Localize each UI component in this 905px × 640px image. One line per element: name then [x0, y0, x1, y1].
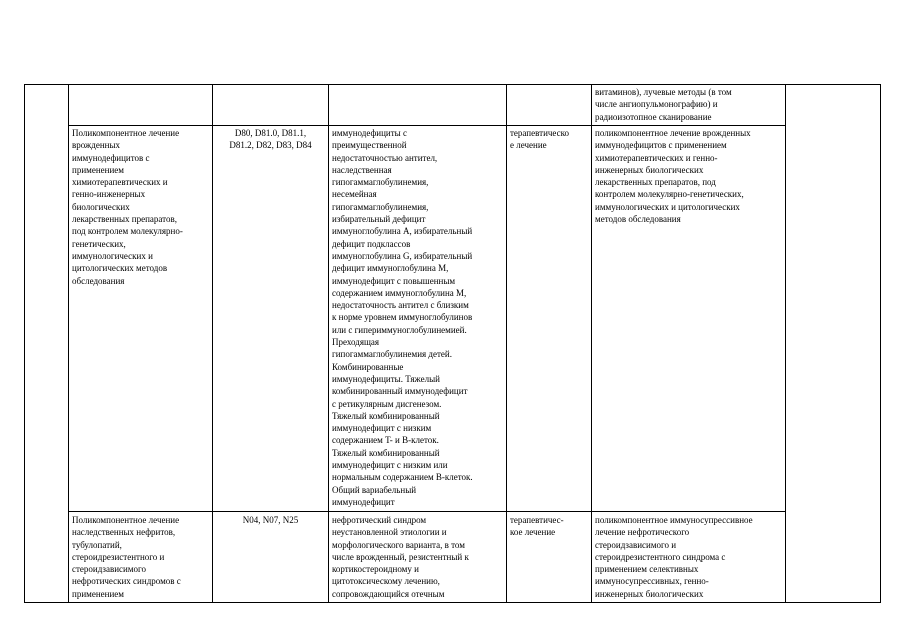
text-line: числе ангиопульмонографию) и	[595, 99, 718, 110]
text-line: иммунодефицит с низким или	[332, 460, 448, 471]
text-line: D81.2, D82, D83, D84	[229, 140, 312, 151]
text-line: Поликомпонентное лечение	[72, 515, 180, 525]
text-line: стероидрезистентного синдрома с	[595, 551, 726, 562]
text-line: числе врожденный, резистентный к	[332, 551, 469, 562]
text-line: иммуноглобулина G, избирательный	[332, 250, 473, 261]
text-line: генно-инженерных	[72, 189, 146, 200]
text-line: врожденных	[72, 140, 120, 151]
text-line: стероидрезистентного и	[72, 551, 165, 562]
text-line: или с гипериммуноглобулинемией.	[332, 324, 467, 335]
row2-procedure-name-cell	[72, 514, 181, 600]
column-border	[785, 84, 786, 603]
text-line: терапевтичес-	[510, 515, 564, 525]
row-divider	[68, 511, 785, 512]
text-line: иммунодефицит с повышенным	[332, 275, 456, 286]
text-line: иммуносупрессивных, генно-	[595, 576, 709, 587]
text-line: недостаточность антител с близким	[332, 300, 469, 311]
text-line: наследственная	[332, 164, 392, 175]
text-line: дефицит подклассов	[332, 238, 411, 249]
text-line: е лечение	[510, 140, 547, 151]
text-line: содержанием иммуноглобулина M,	[332, 287, 467, 298]
text-line: гипогаммаглобулинемия детей.	[332, 349, 452, 360]
text-line: N04, N07, N25	[242, 515, 299, 525]
text-line: тубулопатий,	[72, 539, 122, 550]
text-line: иммуноглобулина A, избирательный	[332, 226, 473, 237]
text-line: кортикостероидному и	[332, 564, 419, 575]
column-border	[24, 84, 25, 603]
text-line: к норме уровнем иммуноглобулинов	[332, 312, 473, 323]
text-line: методов обследования	[595, 214, 681, 225]
row1-treatment-type-cell	[510, 127, 569, 152]
text-line: химиотерапевтических и	[72, 177, 168, 188]
text-line: обследования	[72, 275, 125, 286]
text-line: поликомпонентное лечение врожденных	[595, 128, 751, 138]
text-line: цитотоксическому лечению,	[332, 576, 440, 587]
text-line: неустановленной этиологии и	[332, 527, 447, 538]
text-line: поликомпонентное иммуносупрессивное	[595, 515, 753, 525]
text-line: терапевтическо	[510, 128, 570, 138]
text-line: сопровождающийся отечным	[332, 588, 445, 599]
text-line: стероидзависимого	[72, 564, 147, 575]
text-line: несемейная	[332, 189, 377, 200]
text-line: Общий вариабельный	[332, 484, 417, 495]
text-line: D80, D81.0, D81.1,	[234, 128, 307, 138]
text-line: кое лечение	[510, 527, 556, 538]
text-line: комбинированный иммунодефицит	[332, 386, 468, 397]
text-line: лекарственных препаратов, под	[595, 177, 716, 188]
text-line: гипогаммаглобулинемия,	[332, 201, 429, 212]
text-line: иммунологических и цитологических	[595, 201, 740, 212]
text-line: нефротический синдром	[332, 515, 427, 525]
text-line: иммунодефицитов с применением	[595, 140, 727, 151]
text-line: нормальным содержанием B-клеток.	[332, 472, 473, 483]
text-line: избирательный дефицит	[332, 214, 426, 225]
row0-diagnostic-methods-cell	[595, 86, 732, 123]
text-line: витаминов), лучевые методы (в том	[595, 87, 732, 97]
text-line: инженерных биологических	[595, 588, 704, 599]
text-line: Тяжелый комбинированный	[332, 447, 440, 458]
row1-icd-codes-cell	[213, 127, 328, 152]
text-line: преимущественной	[332, 140, 407, 151]
text-line: дефицит иммуноглобулина M,	[332, 263, 449, 274]
text-line: радиоизотопное сканирование	[595, 111, 712, 122]
column-border	[506, 84, 507, 603]
text-line: иммунологических и	[72, 250, 153, 261]
text-line: биологических	[72, 201, 130, 212]
text-line: иммунодефицитов с	[72, 152, 150, 163]
text-line: наследственных нефритов,	[72, 527, 176, 538]
text-line: морфологического варианта, в том	[332, 539, 465, 550]
text-line: лекарственных препаратов,	[72, 214, 177, 225]
text-line: цитологических методов	[72, 263, 168, 274]
row2-treatment-method-cell	[595, 514, 753, 600]
row1-diagnosis-cell	[332, 127, 473, 508]
medical-procedures-table	[24, 84, 881, 603]
text-line: Преходящая	[332, 337, 380, 348]
row2-icd-codes-cell	[213, 514, 328, 526]
text-line: с ретикулярным дисгенезом.	[332, 398, 442, 409]
text-line: нефротических синдромов с	[72, 576, 181, 587]
row2-diagnosis-cell	[332, 514, 469, 600]
text-line: иммунодефициты с	[332, 128, 407, 138]
table-top-border	[24, 84, 881, 85]
text-line: Комбинированные	[332, 361, 404, 372]
text-line: под контролем молекулярно-	[72, 226, 183, 237]
row1-procedure-name-cell	[72, 127, 183, 287]
text-line: недостаточностью антител,	[332, 152, 438, 163]
row2-treatment-type-cell	[510, 514, 564, 539]
column-border	[328, 84, 329, 603]
text-line: применением селективных	[595, 564, 699, 575]
text-line: генетических,	[72, 238, 126, 249]
text-line: иммунодефициты. Тяжелый	[332, 373, 440, 384]
column-border	[880, 84, 881, 603]
text-line: применением	[72, 164, 124, 175]
table-bottom-border	[24, 602, 881, 603]
text-line: содержанием T- и B-клеток.	[332, 435, 439, 446]
row-divider	[68, 125, 785, 126]
text-line: применением	[72, 588, 124, 599]
column-border	[68, 84, 69, 603]
column-border	[591, 84, 592, 603]
text-line: иммунодефицит с низким	[332, 423, 432, 434]
text-line: химиотерапевтических и генно-	[595, 152, 718, 163]
text-line: иммунодефицит	[332, 496, 395, 507]
text-line: Тяжелый комбинированный	[332, 410, 440, 421]
text-line: гипогаммаглобулинемия,	[332, 177, 429, 188]
text-line: Поликомпонентное лечение	[72, 128, 180, 138]
text-line: инженерных биологических	[595, 164, 704, 175]
text-line: стероидзависимого и	[595, 539, 677, 550]
text-line: контролем молекулярно-генетических,	[595, 189, 744, 200]
row1-treatment-method-cell	[595, 127, 751, 225]
text-line: лечение нефротического	[595, 527, 690, 538]
